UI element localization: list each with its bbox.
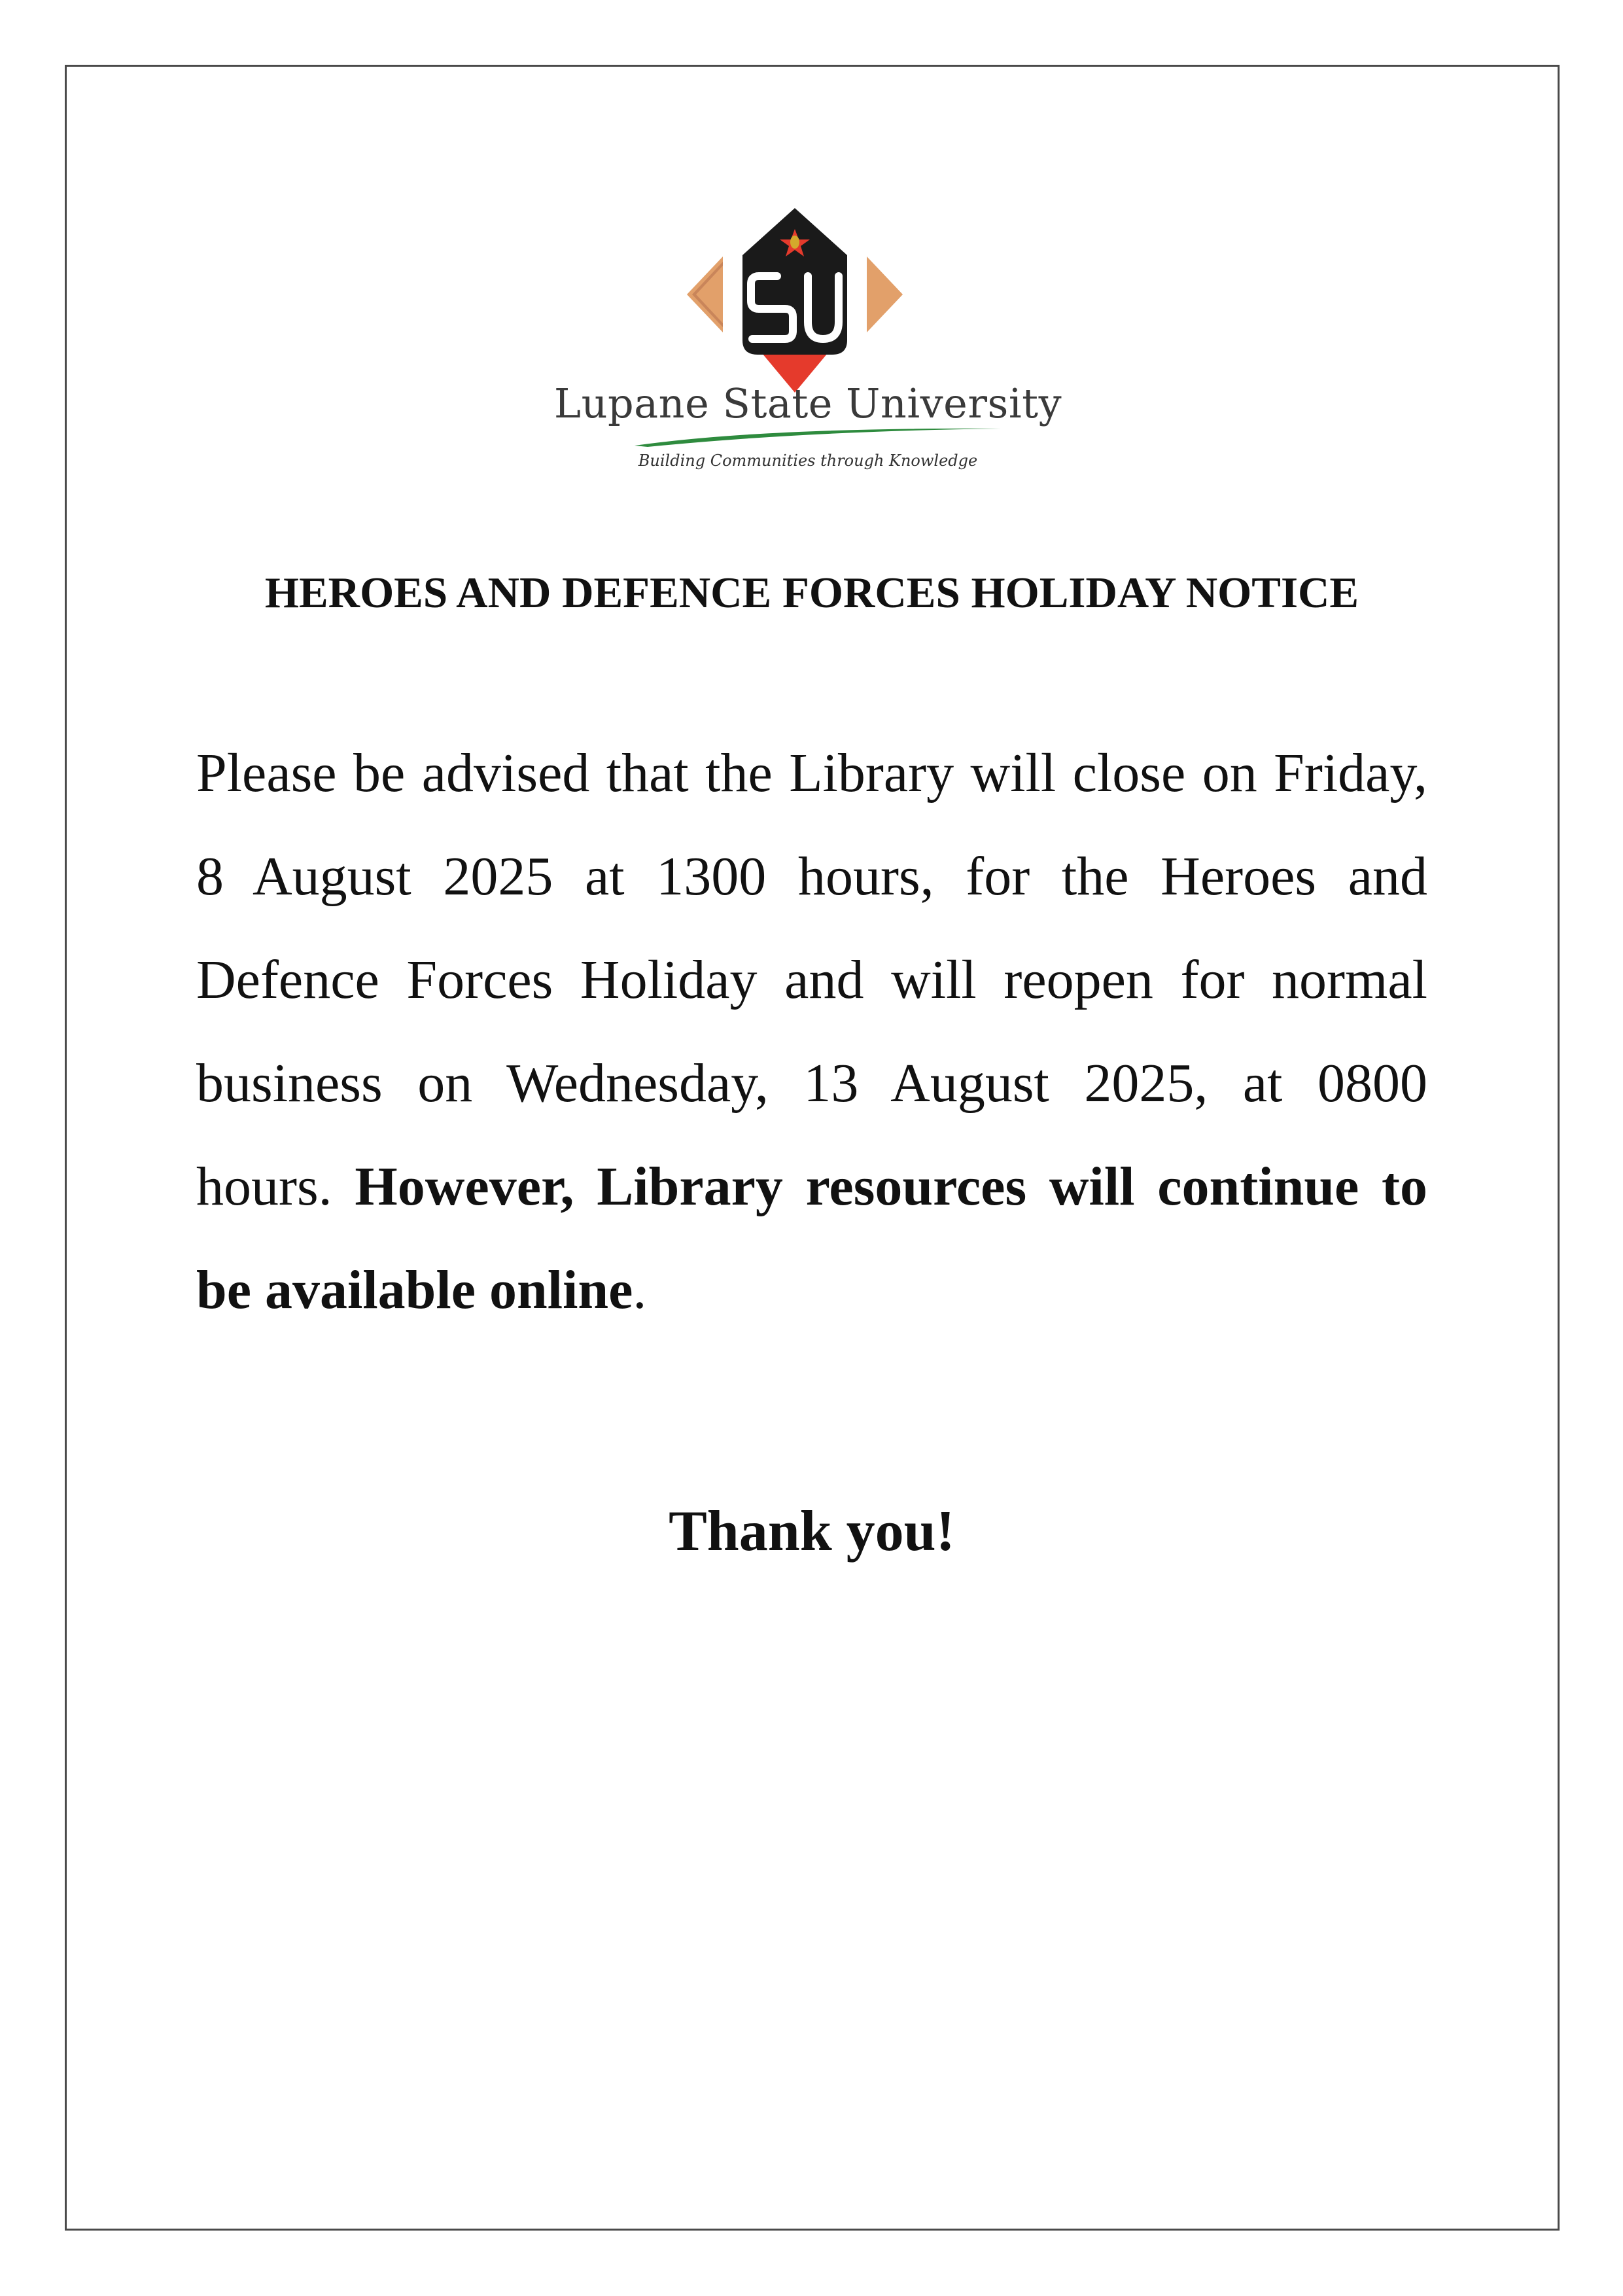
notice-body-regular: Please be advised that the Library will close on Friday, 8 August 2025 at 1300 hours, for the Heroes and Defence Forces Holiday and will reopen for normal business on Wednesday, 13 August 2025, at 0800 hours. bbox=[196, 743, 1427, 1217]
notice-body-end: . bbox=[633, 1260, 647, 1320]
notice-title: HEROES AND DEFENCE FORCES HOLIDAY NOTICE bbox=[264, 569, 1359, 617]
notice-body-emphasis: However, Library resources will continue to be available online bbox=[196, 1156, 1427, 1320]
institution-name: Lupane State University bbox=[553, 380, 1062, 427]
university-logo-icon bbox=[687, 203, 903, 399]
institution-tagline: Building Communities through Knowledge bbox=[638, 451, 978, 470]
closing-thanks: Thank you! bbox=[669, 1500, 955, 1563]
green-swoosh-icon bbox=[635, 422, 1001, 448]
right-chevron-shape bbox=[867, 256, 903, 332]
notice-body bbox=[196, 722, 1427, 1342]
